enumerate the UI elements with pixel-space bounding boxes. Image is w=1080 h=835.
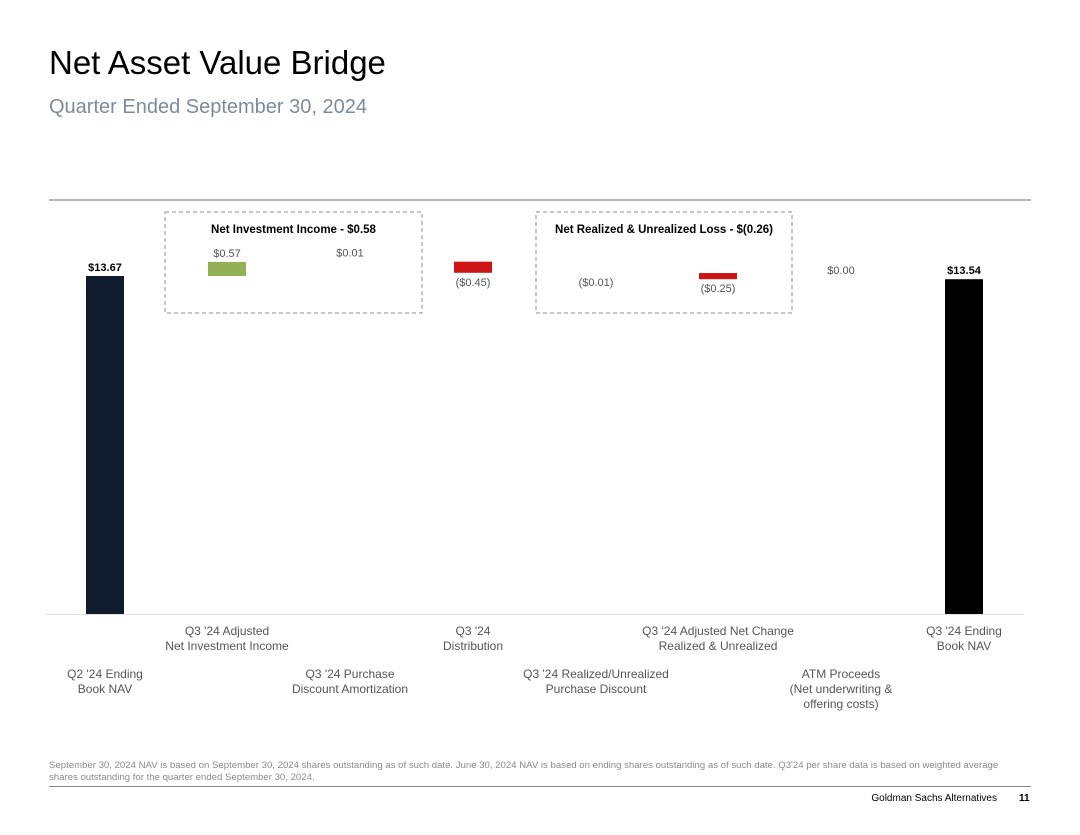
category-label-line: Q3 '24 Realized/Unrealized xyxy=(523,667,669,681)
page-subtitle: Quarter Ended September 30, 2024 xyxy=(49,96,367,118)
value-label-4: ($0.45) xyxy=(455,276,491,289)
category-label-2 xyxy=(165,624,288,654)
bar-4 xyxy=(454,262,492,273)
category-label-4 xyxy=(443,624,503,654)
group-label-1: Net Investment Income - $0.58 xyxy=(211,224,376,236)
footer-divider xyxy=(49,786,1031,787)
value-label-1: $13.67 xyxy=(88,262,122,274)
category-label-line: Discount Amortization xyxy=(291,682,409,696)
category-label-line: offering costs) xyxy=(803,697,879,711)
group-label-2: Net Realized & Unrealized Loss - $(0.26) xyxy=(555,224,773,236)
category-label-8 xyxy=(926,624,1002,654)
category-label-line: Q3 '24 Purchase xyxy=(305,667,395,681)
category-label-6 xyxy=(642,624,794,654)
category-label-line: Net Investment Income xyxy=(165,639,289,653)
category-label-line: Q3 '24 Adjusted xyxy=(184,624,270,638)
category-label-line: Distribution xyxy=(442,639,504,653)
footer-brand: Goldman Sachs Alternatives xyxy=(871,793,997,804)
value-label-2: $0.57 xyxy=(213,247,241,260)
category-label-line: Book NAV xyxy=(936,639,992,653)
bar-1 xyxy=(86,276,124,614)
value-label-5: ($0.01) xyxy=(578,277,614,290)
category-label-line: Book NAV xyxy=(77,682,133,696)
value-label-3: $0.01 xyxy=(336,247,364,260)
category-label-1 xyxy=(67,667,143,697)
category-label-3 xyxy=(292,667,408,697)
category-label-5 xyxy=(523,667,669,697)
bar-8 xyxy=(945,279,983,614)
category-label-line: Realized & Unrealized xyxy=(658,639,778,653)
bar-6 xyxy=(699,273,737,279)
value-label-8: $13.54 xyxy=(947,265,981,278)
footnote: September 30, 2024 NAV is based on September 30, 2024 shares outstanding as of such date. June 30, 2024 NAV is based on ending shares outstanding as of such date. Q3'24 per share data is based on weighted average shares outstanding for the quarter ended September 30, 2024. xyxy=(49,760,999,783)
category-label-line: (Net underwriting & xyxy=(789,682,893,696)
category-label-line: Purchase Discount xyxy=(545,682,647,696)
category-label-line: Q3 '24 Ending xyxy=(926,624,1002,638)
category-label-7 xyxy=(790,667,893,712)
bar-2 xyxy=(208,262,246,276)
category-label-line: Q3 '24 Adjusted Net Change xyxy=(642,624,794,638)
value-label-7: $0.00 xyxy=(827,265,855,278)
value-label-6: ($0.25) xyxy=(700,283,736,296)
category-label-line: Q3 '24 xyxy=(455,624,491,638)
category-label-line: Q2 '24 Ending xyxy=(67,667,143,681)
page-number: 11 xyxy=(1019,793,1030,804)
category-label-line: ATM Proceeds xyxy=(801,667,881,681)
page-title: Net Asset Value Bridge xyxy=(49,44,386,81)
